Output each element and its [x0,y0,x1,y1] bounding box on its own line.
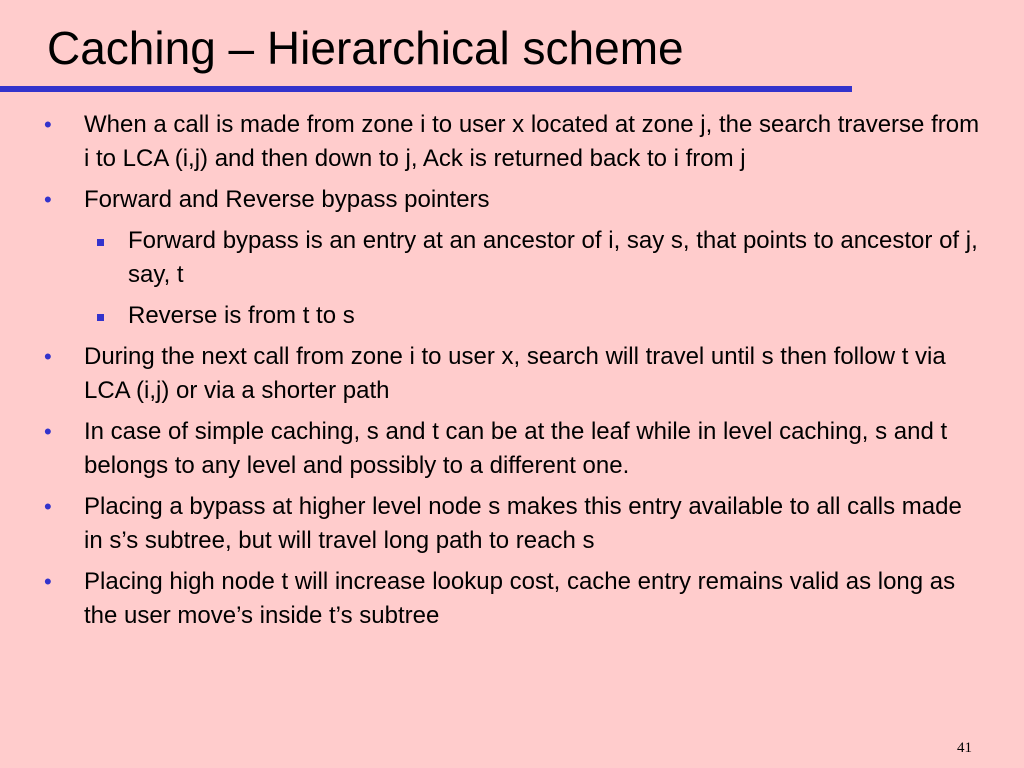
slide-body [0,108,1024,640]
bullet-dot-icon: • [44,344,52,369]
bullet-dot-icon: • [44,419,52,444]
bullet-item [0,108,1024,176]
bullet-item [0,415,1024,483]
bullet-dot-icon: • [44,112,52,137]
page-number: 41 [957,740,972,756]
bullet-text: During the next call from zone i to user x, search will travel until s then follow t via LCA (i,j) or via a shorter path [84,343,946,404]
bullet-text: Placing a bypass at higher level node s makes this entry available to all calls made in s’s subtree, but will travel long path to reach s [84,493,962,554]
bullet-dot-icon: • [44,187,52,212]
bullet-text: When a call is made from zone i to user x located at zone j, the search traverse from i to LCA (i,j) and then down to j, Ack is returned back to i from j [84,111,980,172]
square-bullet-icon [97,239,104,246]
title-underline [0,86,852,92]
square-bullet-icon [97,314,104,321]
bullet-text: Forward and Reverse bypass pointers [84,186,490,213]
sub-bullet-item [0,299,1024,333]
sub-bullet-text: Reverse is from t to s [128,302,355,329]
sub-bullet-item [0,224,1024,292]
bullet-dot-icon: • [44,494,52,519]
bullet-text: Placing high node t will increase lookup cost, cache entry remains valid as long as the user move’s inside t’s subtree [84,568,956,629]
sub-bullet-text: Forward bypass is an entry at an ancestor of i, say s, that points to ancestor of j, say, t [128,227,978,288]
bullet-item [0,490,1024,558]
slide-title: Caching – Hierarchical scheme [47,22,684,74]
bullet-dot-icon: • [44,569,52,594]
bullet-item [0,340,1024,408]
bullet-text: In case of simple caching, s and t can be at the leaf while in level caching, s and t belongs to any level and possibly to a different one. [84,418,948,479]
bullet-item [0,183,1024,217]
bullet-item [0,565,1024,633]
